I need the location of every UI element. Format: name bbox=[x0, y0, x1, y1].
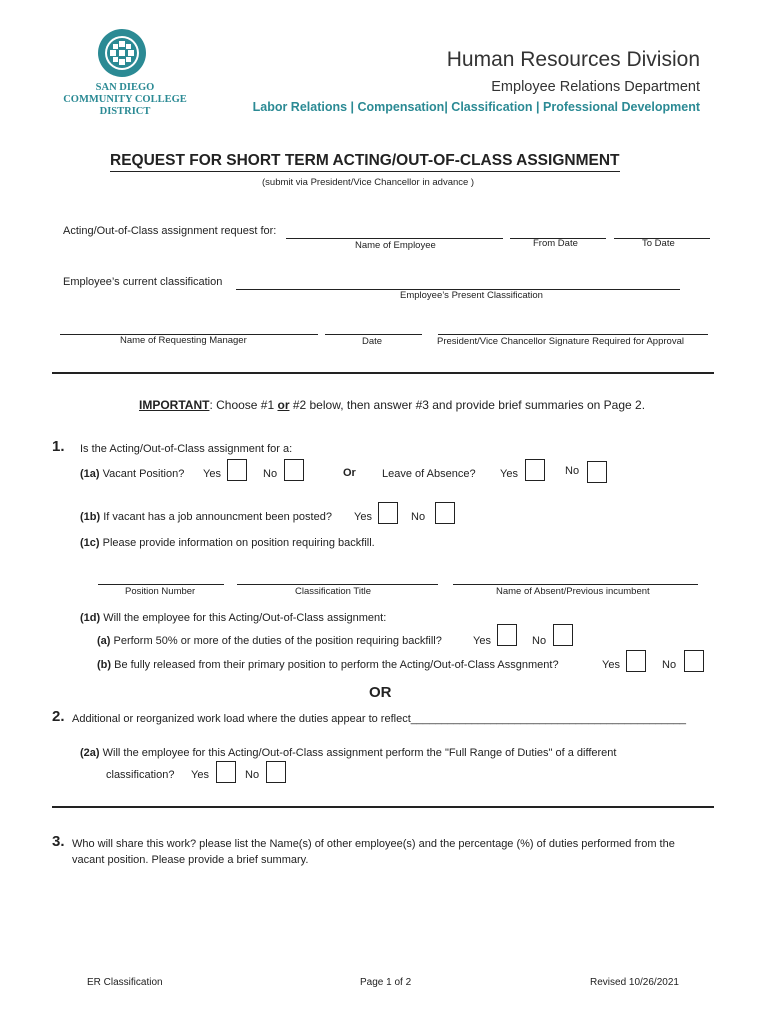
from-date-caption: From Date bbox=[533, 238, 578, 249]
q1d-label: (1d) bbox=[80, 612, 101, 624]
position-number-caption: Position Number bbox=[125, 586, 196, 597]
q1a-yes-checkbox[interactable] bbox=[227, 459, 247, 481]
qb-label: (b) bbox=[97, 659, 112, 671]
q2a-question bbox=[80, 747, 616, 759]
present-classification-caption: Employee’s Present Classification bbox=[400, 290, 543, 301]
qb-no-checkbox[interactable] bbox=[684, 650, 704, 672]
leave-yes-label: Yes bbox=[500, 468, 518, 480]
q1a-yes-label: Yes bbox=[203, 468, 221, 480]
footer-center: Page 1 of 2 bbox=[360, 977, 412, 988]
division-title: Human Resources Division bbox=[446, 48, 700, 71]
classification-title-caption: Classification Title bbox=[295, 586, 372, 597]
qb-question bbox=[97, 659, 559, 671]
q1b-no-checkbox[interactable] bbox=[435, 502, 455, 524]
logo-line-2: COMMUNITY COLLEGE bbox=[63, 94, 187, 105]
footer-left: ER Classification bbox=[87, 977, 163, 988]
q3-number: 3. bbox=[52, 833, 65, 850]
q1a-no-checkbox[interactable] bbox=[284, 459, 304, 481]
q2a-text-continued: classification? bbox=[106, 769, 175, 781]
q1-or-label: Or bbox=[343, 467, 356, 479]
form-title: REQUEST FOR SHORT TERM ACTING/OUT-OF-CLASS ASSIGNMENT bbox=[110, 152, 620, 172]
section-divider-1 bbox=[52, 372, 714, 374]
or-separator: OR bbox=[369, 684, 392, 701]
qa-label: (a) bbox=[97, 635, 111, 647]
footer-right: Revised 10/26/2021 bbox=[590, 977, 679, 988]
qb-no-label: No bbox=[662, 659, 677, 671]
q1a-label: (1a) bbox=[80, 468, 100, 480]
important-note bbox=[139, 398, 645, 412]
q1d-question bbox=[80, 612, 386, 624]
qa-no-checkbox[interactable] bbox=[553, 624, 573, 646]
leave-no-checkbox[interactable] bbox=[587, 461, 607, 483]
q1b-question bbox=[80, 511, 332, 523]
q2a-no-checkbox[interactable] bbox=[266, 761, 286, 783]
q1b-no-label: No bbox=[411, 511, 426, 523]
q3-text: Who will share this work? please list the Name(s) of other employee(s) and the percentage (%) of duties performed from the bbox=[72, 838, 675, 850]
q1b-yes-checkbox[interactable] bbox=[378, 502, 398, 524]
q3-answer-area[interactable] bbox=[72, 875, 712, 955]
current-classification-label: Employee’s current classification bbox=[63, 276, 223, 288]
manager-date-line[interactable] bbox=[325, 334, 422, 335]
logo-line-3: DISTRICT bbox=[99, 106, 151, 117]
q1-text: Is the Acting/Out-of-Class assignment for a: bbox=[80, 443, 293, 455]
incumbent-line[interactable] bbox=[453, 584, 698, 585]
classification-title-line[interactable] bbox=[237, 584, 438, 585]
district-logo bbox=[60, 28, 190, 123]
q2a-yes-label: Yes bbox=[191, 769, 209, 781]
qa-yes-label: Yes bbox=[473, 635, 491, 647]
employee-name-line[interactable] bbox=[286, 238, 503, 239]
logo-line-1: SAN DIEGO bbox=[95, 82, 155, 93]
district-seal-icon bbox=[97, 28, 147, 78]
q1d-text: Will the employee for this Acting/Out-of-Class assignment: bbox=[100, 612, 387, 624]
important-text-a: : Choose #1 bbox=[209, 398, 278, 412]
q2a-no-label: No bbox=[245, 769, 260, 781]
qa-text: Perform 50% or more of the duties of the position requiring backfill? bbox=[110, 635, 442, 647]
important-label: IMPORTANT bbox=[139, 398, 210, 412]
requesting-manager-caption: Name of Requesting Manager bbox=[120, 335, 247, 346]
q1b-yes-label: Yes bbox=[354, 511, 372, 523]
q1c-text: Please provide information on position requiring backfill. bbox=[99, 537, 375, 549]
qa-no-label: No bbox=[532, 635, 547, 647]
q2a-yes-checkbox[interactable] bbox=[216, 761, 236, 783]
tagline: Labor Relations | Compensation| Classification | Professional Development bbox=[252, 100, 700, 114]
qb-yes-checkbox[interactable] bbox=[626, 650, 646, 672]
manager-date-caption: Date bbox=[362, 336, 383, 347]
q1c-question bbox=[80, 537, 375, 549]
q2-text: Additional or reorganized work load where the duties appear to reflect_____________________________________________ bbox=[72, 713, 687, 725]
important-text-b: #2 below, then answer #3 and provide brief summaries on Page 2. bbox=[289, 398, 646, 412]
signature-line[interactable] bbox=[438, 334, 708, 335]
request-for-label: Acting/Out-of-Class assignment request for: bbox=[63, 225, 277, 237]
signature-caption: President/Vice Chancellor Signature Required for Approval bbox=[437, 336, 684, 347]
important-or: or bbox=[277, 398, 290, 412]
q1c-label: (1c) bbox=[80, 537, 100, 549]
q3-text-continued: vacant position. Please provide a brief summary. bbox=[72, 854, 309, 866]
qa-question bbox=[97, 635, 442, 647]
qa-yes-checkbox[interactable] bbox=[497, 624, 517, 646]
q2a-text: Will the employee for this Acting/Out-of-Class assignment perform the "Full Range of Duties" of a different bbox=[99, 747, 617, 759]
qb-yes-label: Yes bbox=[602, 659, 620, 671]
leave-no-label: No bbox=[565, 465, 580, 477]
q1a-no-label: No bbox=[263, 468, 278, 480]
to-date-caption: To Date bbox=[642, 238, 675, 249]
qb-text: Be fully released from their primary position to perform the Acting/Out-of-Class Assgnment? bbox=[111, 659, 559, 671]
section-divider-2 bbox=[52, 806, 714, 808]
q1b-label: (1b) bbox=[80, 511, 101, 523]
incumbent-caption: Name of Absent/Previous incumbent bbox=[496, 586, 650, 597]
leave-yes-checkbox[interactable] bbox=[525, 459, 545, 481]
q1a-question bbox=[80, 468, 184, 480]
form-subtitle: (submit via President/Vice Chancellor in advance ) bbox=[262, 177, 475, 188]
q1a-text: Vacant Position? bbox=[99, 468, 185, 480]
department-title: Employee Relations Department bbox=[491, 79, 700, 95]
q2-number: 2. bbox=[52, 708, 65, 725]
q1b-text: If vacant has a job announcment been posted? bbox=[100, 511, 332, 523]
name-of-employee-caption: Name of Employee bbox=[355, 240, 436, 251]
q2a-label: (2a) bbox=[80, 747, 100, 759]
leave-of-absence-label: Leave of Absence? bbox=[382, 468, 476, 480]
q1-number: 1. bbox=[52, 438, 65, 455]
position-number-line[interactable] bbox=[98, 584, 224, 585]
